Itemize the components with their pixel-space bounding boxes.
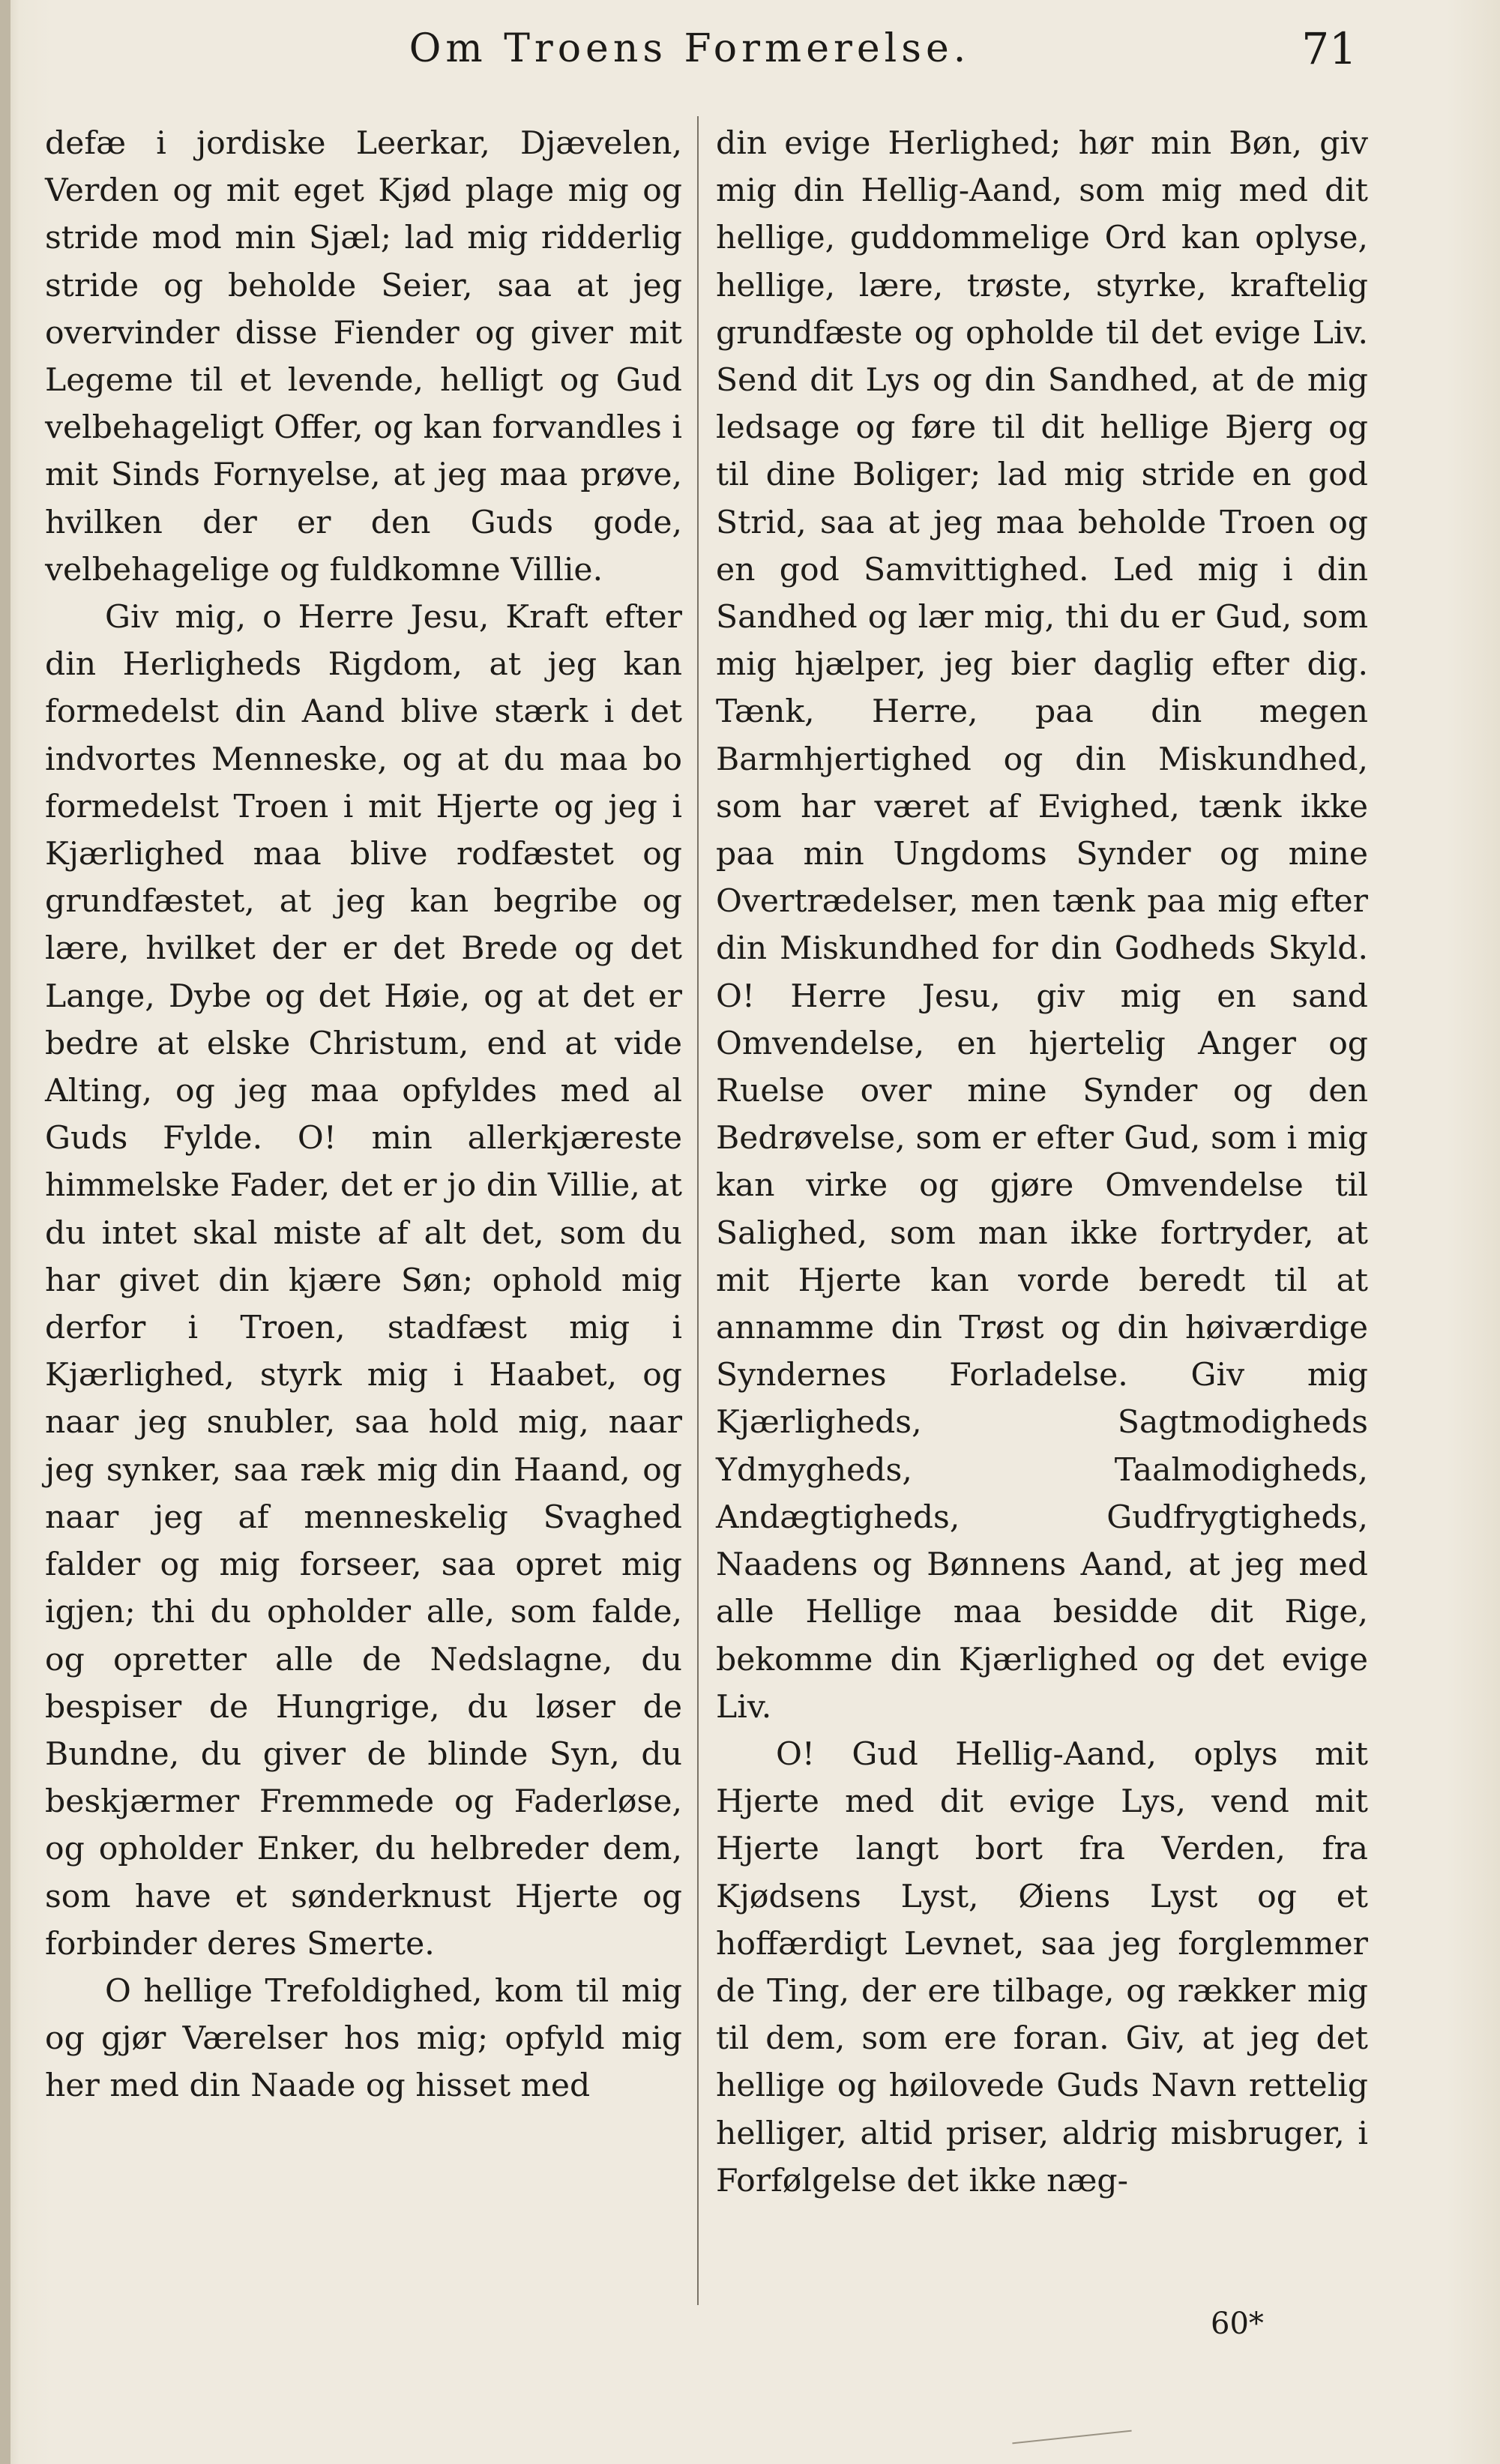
- left-column: [45, 120, 682, 2110]
- page-number: 71: [1301, 23, 1357, 74]
- running-title: Om Troens Formerelse.: [409, 26, 971, 71]
- page-header: [0, 19, 1500, 79]
- right-paragraph-2: O! Gud Hellig-Aand, oplys mit Hjerte med dit evige Lys, vend mit Hjerte langt bort fra Verden, fra Kjødsens Lyst, Øiens Lyst og et hoffærdigt Levnet, saa jeg forglemmer de Ting, der ere tilbage, og rækker mig til dem, som ere foran. Giv, at jeg det hellige og høilovede Guds Navn rettelig helliger, altid priser, aldrig misbruger, i Forfølgelse det ikke næg-: [716, 1735, 1368, 2199]
- column-divider: [697, 116, 699, 2305]
- right-paragraph-1: din evige Herlighed; hør min Bøn, giv mig din Hellig-Aand, som mig med dit hellige, guddommelige Ord kan oplyse, hellige, lære, trøste, styrke, kraftelig grundfæste og opholde til det evige Liv. Send dit Lys og din Sandhed, at de mig ledsage og føre til dit hellige Bjerg og til dine Boliger; lad mig stride en god Strid, saa at jeg maa beholde Troen og en god Samvittighed. Led mig i din Sandhed og lær mig, thi du er Gud, som mig hjælper, jeg bier daglig efter dig. Tænk, Herre, paa din megen Barmhjertighed og din Miskundhed, som har været af Evighed, tænk ikke paa min Ungdoms Synder og mine Overtrædelser, men tænk paa mig efter din Miskundhed for din Godheds Skyld. O! Herre Jesu, giv mig en sand Omvendelse, en hjertelig Anger og Ruelse over mine Synder og den Bedrøvelse, som er efter Gud, som i mig kan virke og gjøre Omvendelse til Salighed, som man ikke fortryder, at mit Hjerte kan vorde beredt til at annamme din Trøst og din høiværdige Syndernes Forladelse. Giv mig Kjærligheds, Sagtmodigheds Ydmygheds, Taalmodigheds, Andægtigheds, Gudfrygtigheds, Naadens og Bønnens Aand, at jeg med alle Hellige maa besidde dit Rige, bekomme din Kjærlighed og det evige Liv.: [716, 125, 1368, 1726]
- left-paragraph-3: O hellige Trefoldighed, kom til mig og gjør Værelser hos mig; opfyld mig her med din Naade og hisset med: [45, 1972, 682, 2105]
- left-paragraph-2: Giv mig, o Herre Jesu, Kraft efter din Herligheds Rigdom, at jeg kan formedelst din Aand blive stærk i det indvortes Menneske, og at du maa bo formedelst Troen i mit Hjerte og jeg i Kjærlighed maa blive rodfæstet og grundfæstet, at jeg kan begribe og lære, hvilket der er det Brede og det Lange, Dybe og det Høie, og at det er bedre at elske Christum, end at vide Alting, og jeg maa opfyldes med al Guds Fylde. O! min allerkjæreste himmelske Fader, det er jo din Villie, at du intet skal miste af alt det, som du har givet din kjære Søn; ophold mig derfor i Troen, stadfæst mig i Kjærlighed, styrk mig i Haabet, og naar jeg snubler, saa hold mig, naar jeg synker, saa ræk mig din Haand, og naar jeg af menneskelig Svaghed falder og mig forseer, saa opret mig igjen; thi du opholder alle, som falde, og opretter alle de Nedslagne, du bespiser de Hungrige, du løser de Bundne, du giver de blinde Syn, du beskjærmer Fremmede og Faderløse, og opholder Enker, du helbreder dem, som have et sønderknust Hjerte og forbinder deres Smerte.: [45, 599, 682, 1963]
- signature-mark: 60*: [1211, 2307, 1264, 2341]
- left-paragraph-1: defæ i jordiske Leerkar, Djævelen, Verden og mit eget Kjød plage mig og stride mod min Sjæl; lad mig ridderlig stride og beholde Seier, saa at jeg overvinder disse Fiender og giver mit Legeme til et levende, helligt og Gud velbehageligt Offer, og kan forvandles i mit Sinds Fornyelse, at jeg maa prøve, hvilken der er den Guds gode, velbehagelige og fuldkomne Villie.: [45, 125, 682, 588]
- paper-mark: [1012, 2430, 1131, 2445]
- right-column: [716, 120, 1368, 2205]
- binding-edge: [0, 0, 10, 2464]
